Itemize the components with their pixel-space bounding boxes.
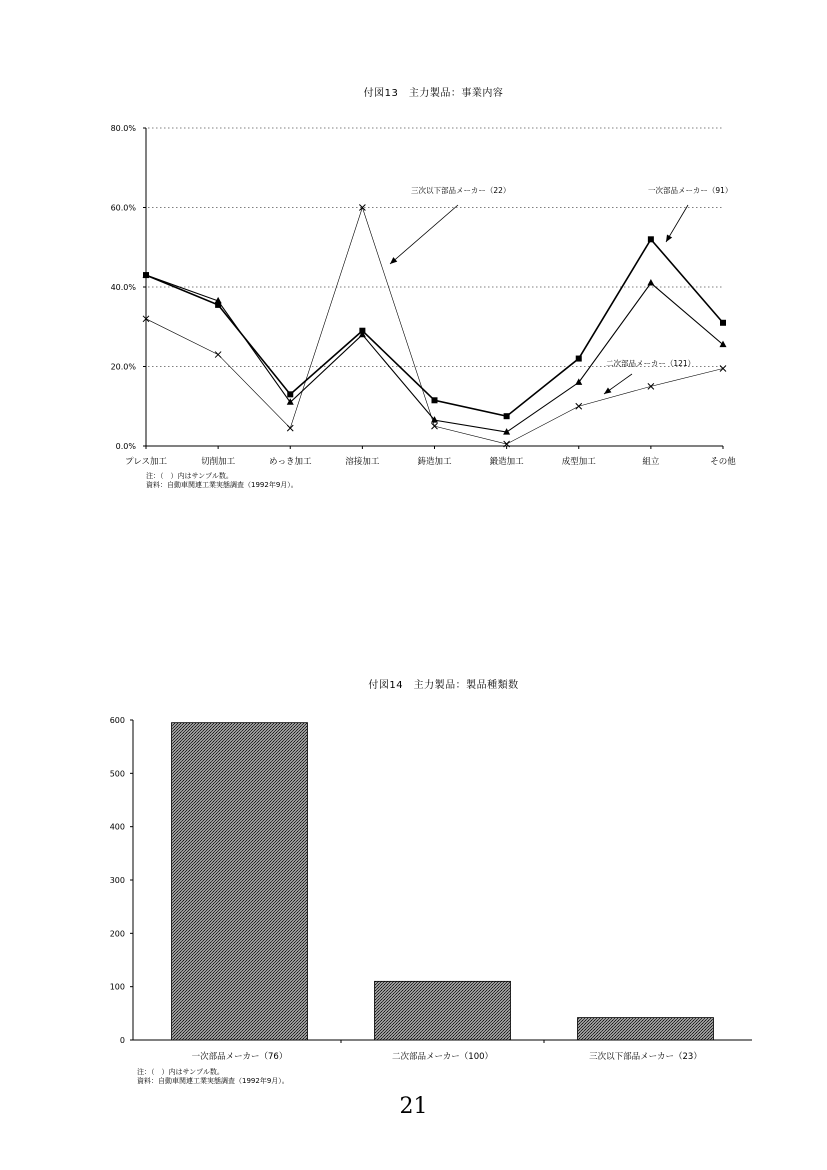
- chart13-legend-arrowhead: [604, 387, 611, 394]
- chart14-bar: [172, 723, 308, 1040]
- chart13-point-square: [720, 320, 726, 326]
- chart13-point-triangle: [647, 279, 654, 286]
- chart14-y-tick-label: 400: [109, 822, 125, 832]
- chart13-point-triangle: [720, 341, 727, 348]
- chart13-point-square: [432, 397, 438, 403]
- chart14-y-tick-label: 500: [109, 769, 125, 779]
- chart14-y-tick-label: 200: [109, 929, 125, 939]
- chart13-x-tick-label: 溶接加工: [345, 457, 380, 467]
- chart14-y-tick-label: 600: [109, 716, 125, 725]
- chart13-x-tick-label: 組立: [642, 457, 660, 467]
- chart13-point-square: [648, 236, 654, 242]
- chart13-note: 注：（ ）内はサンプル数。: [146, 472, 233, 480]
- chart13-point-square: [504, 413, 510, 419]
- chart13-x-tick-label: めっき加工: [269, 457, 312, 467]
- chart14-y-tick-label: 100: [109, 982, 125, 992]
- chart13-legend-arrowhead: [666, 234, 672, 242]
- chart14-bar: [375, 981, 511, 1040]
- chart13-source: 資料：自動車関連工業実態調査（1992年9月）。: [146, 481, 298, 489]
- chart14-y-tick-label: 300: [109, 876, 125, 885]
- chart13-legend-label: 二次部品メーカー（121）: [606, 359, 696, 368]
- chart13-legend-label: 一次部品メーカー（91）: [648, 186, 733, 195]
- chart13-x-tick-label: 成型加工: [561, 457, 596, 467]
- chart14-x-tick-label: 三次以下部品メーカー（23）: [589, 1052, 702, 1062]
- chart14-y-tick-label: 0: [119, 1036, 125, 1045]
- chart14-notes: [137, 1068, 289, 1086]
- chart13-point-square: [287, 391, 293, 397]
- chart13-x-tick-label: 鋳造加工: [417, 457, 452, 467]
- chart13-legend-label: 三次以下部品メーカー（22）: [411, 186, 511, 195]
- chart13-y-tick-label: 20.0%: [110, 362, 136, 372]
- chart13-x-tick-label: その他: [710, 457, 736, 467]
- chart13-point-x: [215, 352, 221, 358]
- chart13-point-x: [576, 403, 582, 409]
- chart13-point-x: [287, 425, 293, 431]
- chart13-y-tick-label: 60.0%: [110, 203, 136, 213]
- chart13-y-tick-label: 40.0%: [110, 283, 136, 292]
- chart13-point-x: [432, 423, 438, 429]
- chart14-title: 付図14 主力製品：製品種類数: [368, 680, 519, 691]
- chart13-y-tick-label: 80.0%: [110, 124, 136, 133]
- chart13-series-line: [146, 275, 723, 432]
- chart13-x-tick-label: 切削加工: [201, 457, 236, 467]
- page-number: 21: [399, 1094, 428, 1119]
- chart14-note: 注：（ ）内はサンプル数。: [137, 1068, 224, 1076]
- chart13-notes: [146, 472, 298, 490]
- chart13-series-line: [146, 239, 723, 416]
- chart13-y-tick-label: 0.0%: [115, 442, 136, 451]
- chart13-x-tick-label: 鍛造加工: [489, 457, 524, 467]
- chart13-series-line: [146, 208, 723, 445]
- chart13-legend-arrow: [390, 205, 458, 264]
- chart14-bar: [578, 1018, 714, 1040]
- chart13-point-x: [720, 365, 726, 371]
- chart14-source: 資料：自動車関連工業実態調査（1992年9月）。: [137, 1077, 289, 1085]
- chart13-title: 付図13 主力製品：事業内容: [363, 88, 504, 99]
- chart13-point-square: [576, 356, 582, 362]
- chart14-x-tick-label: 二次部品メーカー（100）: [391, 1052, 494, 1062]
- chart13-point-x: [648, 383, 654, 389]
- chart13-x-tick-label: プレス加工: [125, 457, 167, 467]
- chart14-x-tick-label: 一次部品メーカー（76）: [191, 1052, 288, 1062]
